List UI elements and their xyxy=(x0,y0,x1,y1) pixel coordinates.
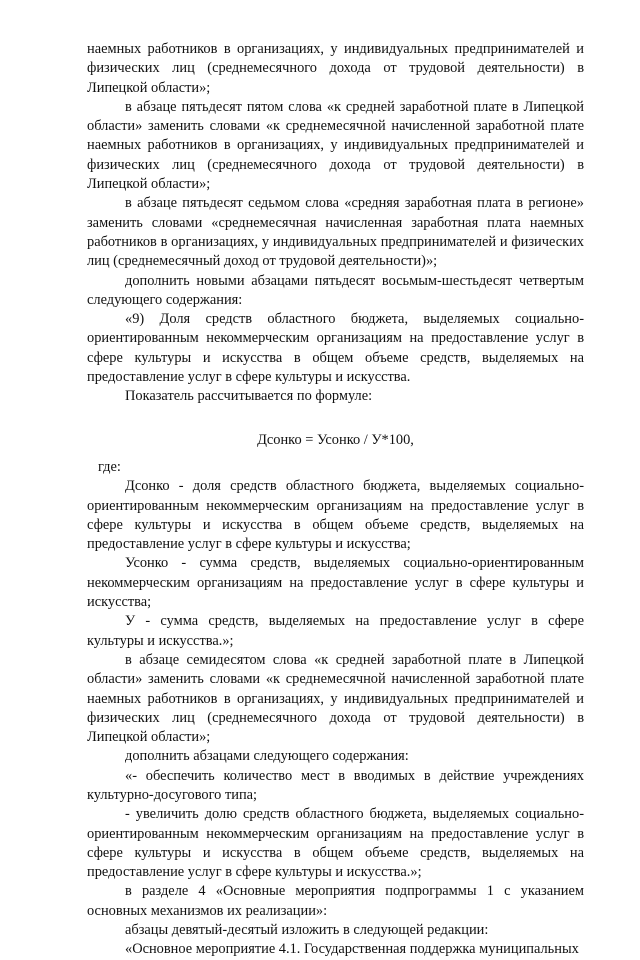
formula: Дсонко = Усонко / У*100, xyxy=(257,431,414,448)
paragraph-3: в абзаце пятьдесят седьмом слова «средняя заработная плата в регионе» заменить словами «среднемесячная начисленная заработная плата наемных работников в организациях, у индивидуальных предпринимателей и физических лиц (среднемесячный доход от трудовой деятельности)»; xyxy=(87,195,584,270)
paragraph-18: «Основное мероприятие 4.1. Государственная поддержка муниципальных xyxy=(125,941,579,958)
paragraph-6: Показатель рассчитывается по формуле: xyxy=(125,388,373,405)
paragraph-2: в абзаце пятьдесят пятом слова «к средней заработной плате в Липецкой области» заменить словами «к среднемесячной начисленной заработной плате наемных работников в организациях, у индивидуальных предпринимателей и физических лиц (среднемесячного дохода от трудовой деятельности) в Липецкой области»; xyxy=(87,98,584,193)
paragraph-1: наемных работников в организациях, у индивидуальных предпринимателей и физических лиц (среднемесячного дохода от трудовой деятельности) в Липецкой области»; xyxy=(87,41,584,96)
paragraph-5: «9) Доля средств областного бюджета, выделяемых социально-ориентированным некоммерческим организациям на предоставление услуг в сфере культуры и искусства в общем объеме средств, выделяемых на предоставление услуг в сфере культуры и искусства. xyxy=(87,311,584,386)
paragraph-15: - увеличить долю средств областного бюджета, выделяемых социально-ориентированным некоммерческим организациям на предоставление услуг в сфере культуры и искусства в общем объеме средств, выделяемых на предоставление услуг в сфере культуры и искусства.»; xyxy=(87,806,584,881)
paragraph-13: дополнить абзацами следующего содержания: xyxy=(125,748,409,765)
document-page xyxy=(87,40,584,960)
paragraph-10: Усонко - сумма средств, выделяемых социально-ориентированным некоммерческим организациям на предоставление услуг в сфере культуры и искусства; xyxy=(87,555,584,611)
paragraph-17: абзацы девятый-десятый изложить в следующей редакции: xyxy=(125,922,489,939)
paragraph-4: дополнить новыми абзацами пятьдесят восьмым-шестьдесят четвертым следующего содержания: xyxy=(87,272,584,308)
paragraph-11: У - сумма средств, выделяемых на предоставление услуг в сфере культуры и искусства.»; xyxy=(87,613,584,649)
paragraph-12: в абзаце семидесятом слова «к средней заработной плате в Липецкой области» заменить словами «к среднемесячной начисленной заработной плате наемных работников в организациях, у индивидуальных предпринимателей и физических лиц (среднемесячного дохода от трудовой деятельности) в Липецкой области»; xyxy=(87,651,584,746)
paragraph-where: где: xyxy=(98,458,121,475)
paragraph-14: «- обеспечить количество мест в вводимых в действие учреждениях культурно-досугового типа; xyxy=(87,767,584,803)
paragraph-9: Дсонко - доля средств областного бюджета, выделяемых социально-ориентированным некоммерческим организациям на предоставление услуг в сфере культуры и искусства в общем объеме средств, выделяемых на предоставление услуг в сфере культуры и искусства; xyxy=(87,478,584,553)
paragraph-16: в разделе 4 «Основные мероприятия подпрограммы 1 с указанием основных механизмов их реализации»: xyxy=(87,883,584,919)
